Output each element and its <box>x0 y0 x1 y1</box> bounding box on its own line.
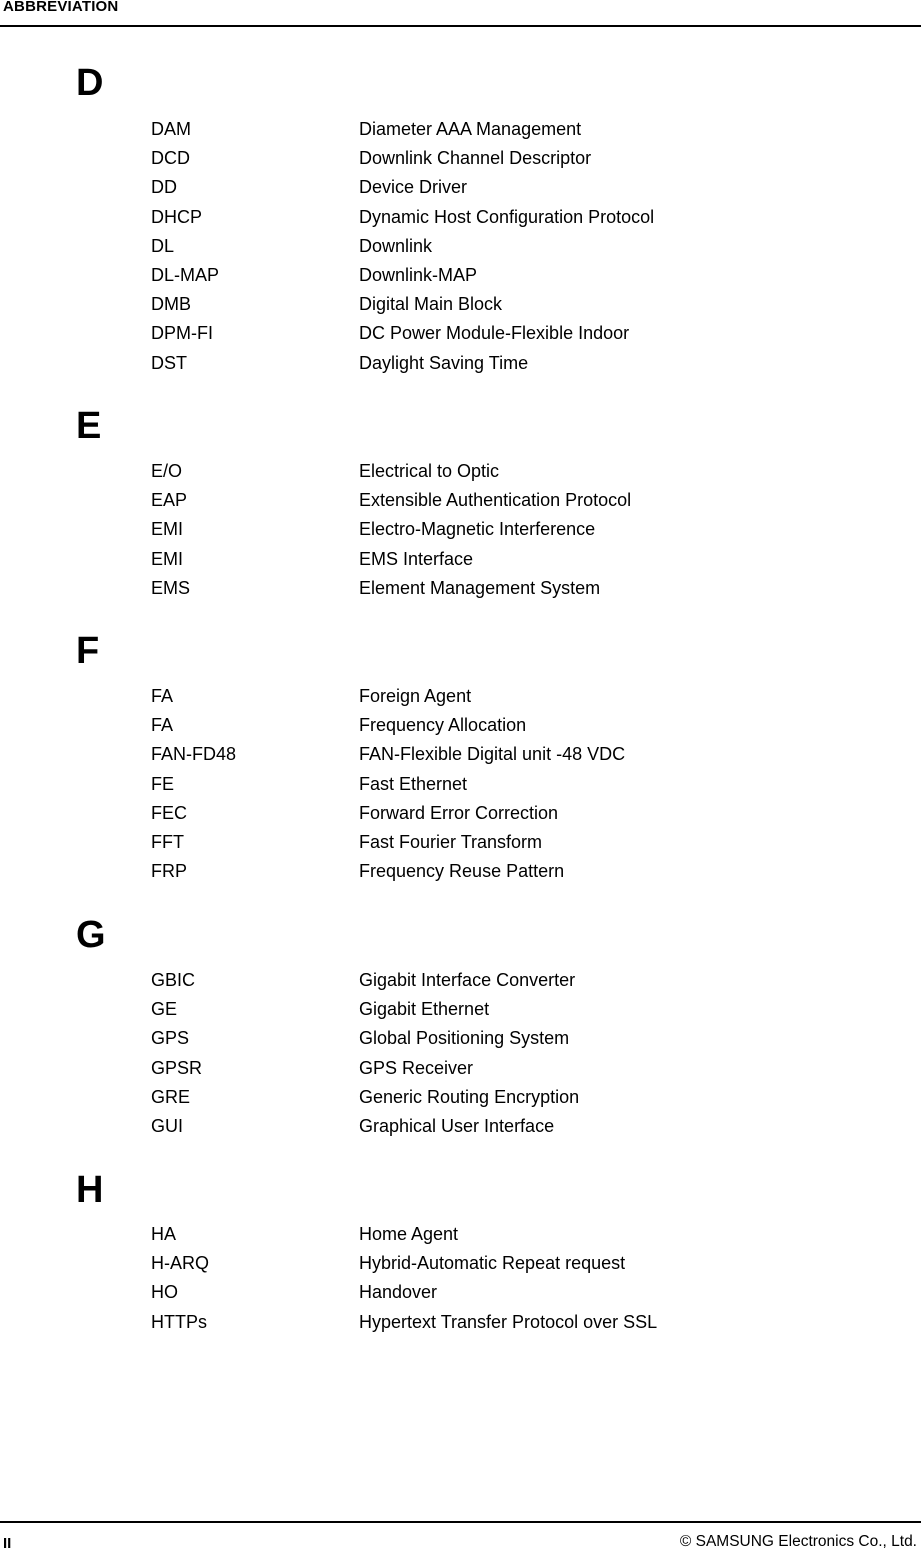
page-number: II <box>3 1535 12 1552</box>
definition: Foreign Agent <box>359 686 472 706</box>
abbreviation: FA <box>151 686 174 706</box>
abbreviation: DHCP <box>151 206 203 227</box>
list-item <box>0 264 921 293</box>
abbreviation: HTTPs <box>151 1311 207 1332</box>
definition: FAN-Flexible Digital unit -48 VDC <box>359 744 626 765</box>
abbreviation: DMB <box>151 294 191 315</box>
definition: Downlink <box>359 235 433 256</box>
definition: Element Management System <box>359 577 601 598</box>
definition: Global Positioning System <box>359 1028 570 1049</box>
list-item <box>0 293 921 322</box>
definition: Fast Ethernet <box>359 773 468 794</box>
definition: Electro-Magnetic Interference <box>359 519 596 540</box>
list-item <box>0 1223 921 1252</box>
list-item <box>0 802 921 831</box>
abbreviation: FE <box>151 773 175 794</box>
definition: Device Driver <box>359 177 468 198</box>
section-letter: H <box>76 1169 104 1211</box>
list-item <box>0 1311 921 1340</box>
abbreviation: GRE <box>151 1086 191 1107</box>
abbreviation: DL-MAP <box>151 264 220 285</box>
definition: Gigabit Ethernet <box>359 999 490 1020</box>
list-item <box>0 685 921 714</box>
section-letter: F <box>76 630 100 672</box>
definition: Forward Error Correction <box>359 802 559 823</box>
section-letter: E <box>76 405 102 447</box>
list-item <box>0 1281 921 1310</box>
definition: Diameter AAA Management <box>359 119 582 139</box>
list-item <box>0 773 921 802</box>
abbreviation: HO <box>151 1282 178 1303</box>
abbreviation: DPM-FI <box>151 323 213 344</box>
abbreviation: DD <box>151 177 177 198</box>
list-item <box>0 147 921 176</box>
abbreviation: GE <box>151 999 178 1020</box>
list-item <box>0 548 921 577</box>
definition: Frequency Reuse Pattern <box>359 861 565 882</box>
list-item <box>0 1115 921 1144</box>
list-item <box>0 1057 921 1086</box>
abbreviation: DL <box>151 235 175 256</box>
section-letter: G <box>76 914 106 956</box>
abbreviation: DST <box>151 352 187 373</box>
abbreviation: FFT <box>151 831 184 852</box>
definition: Electrical to Optic <box>359 461 500 481</box>
list-item <box>0 322 921 351</box>
definition: Downlink Channel Descriptor <box>359 148 592 169</box>
abbreviation: DAM <box>151 119 191 139</box>
list-item <box>0 460 921 489</box>
definition: Generic Routing Encryption <box>359 1086 580 1107</box>
definition: Hypertext Transfer Protocol over SSL <box>359 1311 658 1332</box>
definition: Extensible Authentication Protocol <box>359 490 632 511</box>
definition: GPS Receiver <box>359 1057 474 1078</box>
header-title: ABBREVIATION <box>3 0 119 15</box>
abbreviation: EMS <box>151 577 191 598</box>
abbreviation: FEC <box>151 802 187 823</box>
definition: EMS Interface <box>359 548 474 569</box>
abbreviation: FA <box>151 715 174 736</box>
definition: Fast Fourier Transform <box>359 831 543 852</box>
list-item <box>0 235 921 264</box>
list-item <box>0 1027 921 1056</box>
abbreviation: EMI <box>151 548 184 569</box>
abbreviation: FAN-FD48 <box>151 744 237 765</box>
definition: Frequency Allocation <box>359 715 527 736</box>
definition: Hybrid-Automatic Repeat request <box>359 1253 626 1274</box>
list-item <box>0 206 921 235</box>
abbreviation: EAP <box>151 490 188 511</box>
list-item <box>0 860 921 889</box>
abbreviation: GPSR <box>151 1057 203 1078</box>
abbreviation: GPS <box>151 1028 190 1049</box>
abbreviation: FRP <box>151 861 187 882</box>
list-item <box>0 714 921 743</box>
definition: Downlink-MAP <box>359 264 478 285</box>
list-item <box>0 998 921 1027</box>
definition: Home Agent <box>359 1224 459 1244</box>
list-item <box>0 176 921 205</box>
abbreviation: GBIC <box>151 970 196 990</box>
abbreviation: DCD <box>151 148 190 169</box>
definition: DC Power Module-Flexible Indoor <box>359 323 630 344</box>
abbreviation: E/O <box>151 461 183 481</box>
definition: Daylight Saving Time <box>359 352 529 373</box>
section-letter: D <box>76 62 104 104</box>
definition: Gigabit Interface Converter <box>359 970 576 990</box>
page-header <box>0 0 921 27</box>
list-item <box>0 1252 921 1281</box>
abbreviation: GUI <box>151 1115 184 1136</box>
abbreviation: EMI <box>151 519 184 540</box>
definition: Digital Main Block <box>359 294 503 315</box>
list-item <box>0 352 921 381</box>
list-item <box>0 489 921 518</box>
abbreviation: HA <box>151 1224 177 1244</box>
page-footer <box>0 1521 921 1551</box>
list-item <box>0 969 921 998</box>
list-item <box>0 518 921 547</box>
definition: Dynamic Host Configuration Protocol <box>359 206 655 227</box>
list-item <box>0 118 921 147</box>
abbreviation: H-ARQ <box>151 1253 209 1274</box>
list-item <box>0 577 921 606</box>
copyright-notice: © SAMSUNG Electronics Co., Ltd. <box>679 1533 917 1550</box>
definition: Handover <box>359 1282 438 1303</box>
list-item <box>0 831 921 860</box>
definition: Graphical User Interface <box>359 1115 555 1136</box>
list-item <box>0 743 921 772</box>
list-item <box>0 1086 921 1115</box>
